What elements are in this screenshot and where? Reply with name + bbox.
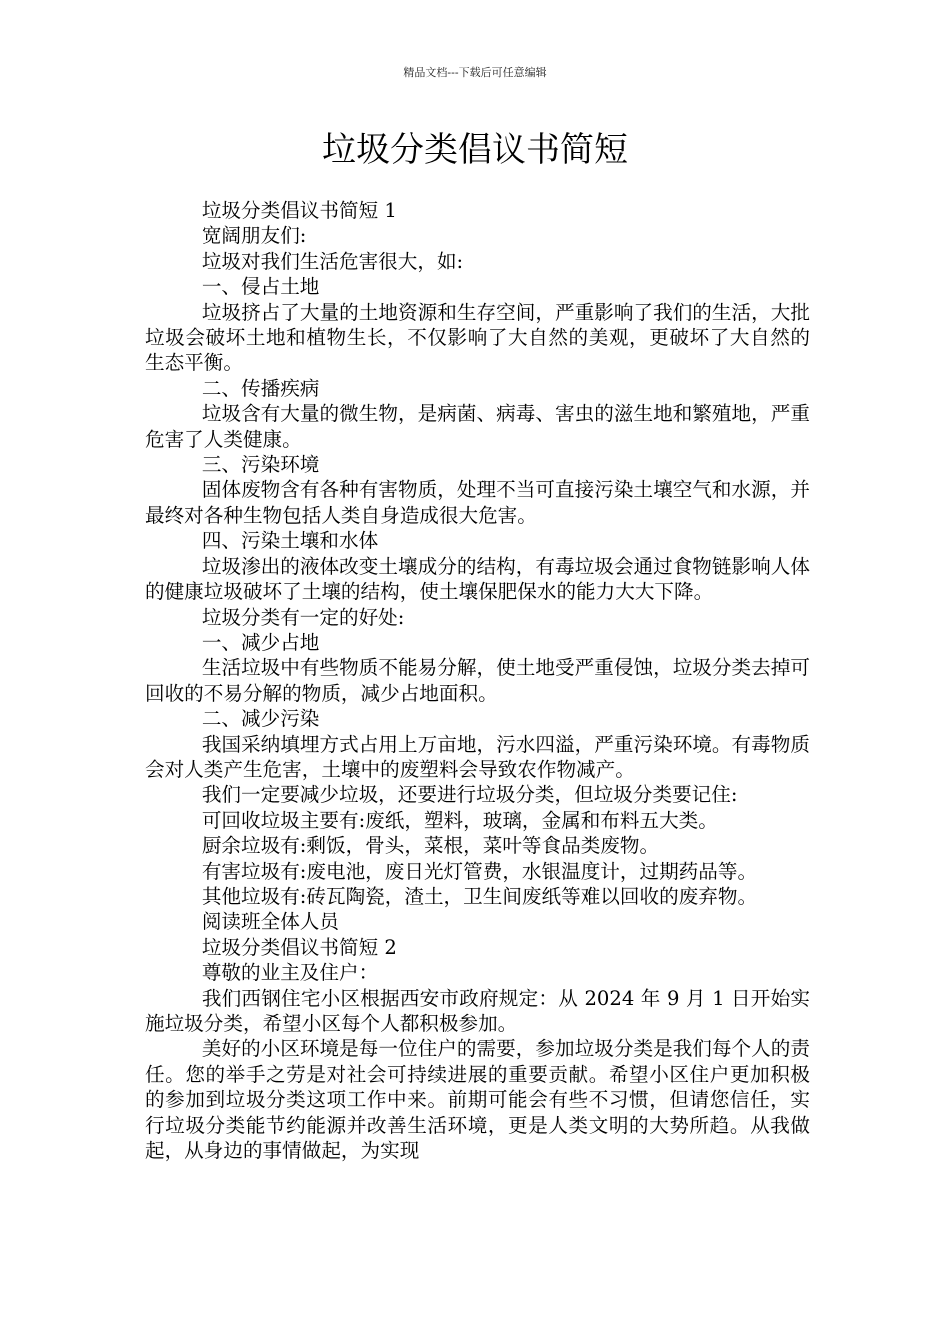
paragraph: 固体废物含有各种有害物质，处理不当可直接污染土壤空气和水源，并最终对各种生物包括人类自身造成很大危害。 [145,478,810,527]
section-heading: 一、侵占土地 [201,275,320,299]
paragraph: 其他垃圾有:砖瓦陶瓷，渣土，卫生间废纸等难以回收的废弃物。 [201,884,758,908]
paragraph: 我们一定要减少垃圾，还要进行垃圾分类，但垃圾分类要记住: [201,783,738,807]
paragraph: 美好的小区环境是每一位住户的需要，参加垃圾分类是我们每个人的责任。您的举手之劳是对社会可持续进展的重要贡献。希望小区住户更加积极的参加到垃圾分类这项工作中来。前期可能会有些不习惯，但请您信任，实行垃圾分类能节约能源并改善生活环境，更是人类文明的大势所趋。从我做起，从身边的事情做起，为实现 [145,1037,810,1163]
page-header: 精品文档---下载后可任意编辑 [403,66,547,79]
paragraph: 我国采纳填埋方式占用上万亩地，污水四溢，严重污染环境。有毒物质会对人类产生危害，土壤中的废塑料会导致农作物减产。 [145,732,810,781]
section-heading: 一、减少占地 [201,630,320,654]
paragraph: 厨余垃圾有:剩饭，骨头，菜根，菜叶等食品类废物。 [201,834,660,858]
section-heading: 二、减少污染 [201,707,320,731]
signature-line: 阅读班全体人员 [201,910,339,934]
paragraph: 生活垃圾中有些物质不能易分解，使土地受严重侵蚀，垃圾分类去掉可回收的不易分解的物质，减少占地面积。 [145,656,810,705]
section-heading: 四、污染土壤和水体 [201,529,379,553]
paragraph: 可回收垃圾主要有:废纸，塑料，玻璃，金属和布料五大类。 [201,808,718,832]
document-title: 垃圾分类倡议书简短 [322,130,628,170]
paragraph: 垃圾渗出的液体改变土壤成分的结构，有毒垃圾会通过食物链影响人体的健康垃圾破坏了土壤的结构，使土壤保肥保水的能力大大下降。 [145,554,810,604]
section-title: 垃圾分类倡议书简短 2 [201,935,397,959]
section-heading: 三、污染环境 [201,453,320,477]
paragraph: 垃圾含有大量的微生物，是病菌、病毒、害虫的滋生地和繁殖地，严重危害了人类健康。 [145,402,810,451]
paragraph: 宽阔朋友们: [201,224,307,248]
paragraph: 我们西钢住宅小区根据西安市政府规定：从 2024 年 9 月 1 日开始实施垃圾分类，希望小区每个人都积极参加。 [145,986,810,1035]
paragraph: 有害垃圾有:废电池，废日光灯管费，水银温度计，过期药品等。 [201,859,758,883]
paragraph: 垃圾对我们生活危害很大，如: [201,249,464,273]
paragraph: 垃圾分类有一定的好处: [201,605,405,629]
salutation: 尊敬的业主及住户： [201,961,379,985]
paragraph: 垃圾分类倡议书简短 1 [201,199,397,222]
section-heading: 二、传播疾病 [201,376,320,400]
paragraph: 垃圾挤占了大量的土地资源和生存空间，严重影响了我们的生活，大批垃圾会破坏土地和植物生长，不仅影响了大自然的美观，更破坏了大自然的生态平衡。 [145,300,810,375]
document-body [145,198,810,1163]
